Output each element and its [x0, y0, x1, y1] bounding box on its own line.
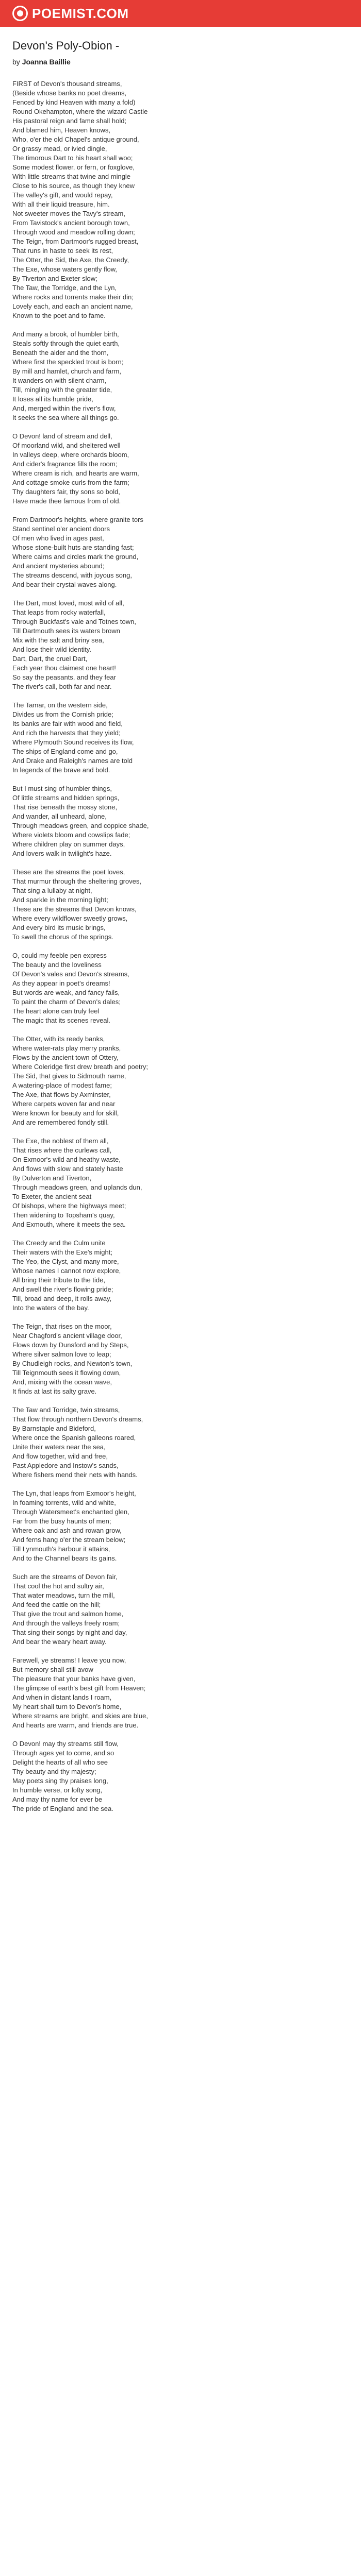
poem-line: Have made thee famous from of old.: [12, 497, 121, 505]
poem-line: Till Dartmouth sees its waters brown: [12, 627, 121, 635]
poem-line: The Axe, that flows by Axminster,: [12, 1091, 111, 1098]
poem-line: Farewell, ye streams! I leave you now,: [12, 1656, 126, 1664]
poem-line: My heart shall turn to Devon's home,: [12, 1703, 122, 1710]
poem-line: That water meadows, turn the mill,: [12, 1591, 115, 1599]
poem-line: Where children play on summer days,: [12, 840, 125, 848]
poem-line: Divides us from the Cornish pride;: [12, 710, 113, 718]
poem-line: Where streams are bright, and skies are blue,: [12, 1712, 149, 1720]
poem-line: It finds at last its salty grave.: [12, 1387, 97, 1395]
poem-content: [12, 38, 342, 1814]
poem-line: [12, 506, 342, 515]
poem-line: In legends of the brave and bold.: [12, 766, 110, 774]
poem-line: His pastoral reign and fame shall hold;: [12, 117, 127, 125]
poem-line: [12, 691, 342, 701]
poem-line: The timorous Dart to his heart shall woo;: [12, 154, 133, 162]
poem-line: And to the Channel bears its gains.: [12, 1554, 117, 1562]
poem-line: Of Devon's vales and Devon's streams,: [12, 970, 129, 978]
poem-line: And bear the weary heart away.: [12, 1638, 107, 1646]
poem-line: By mill and hamlet, church and farm,: [12, 367, 121, 375]
poem-line: [12, 1229, 342, 1239]
byline-prefix: by: [12, 58, 22, 66]
poem-line: Steals softly through the quiet earth,: [12, 340, 120, 347]
poem-line: [12, 1313, 342, 1322]
poem-line: Close to his source, as though they knew: [12, 182, 135, 190]
poem-line: Unite their waters near the sea,: [12, 1443, 106, 1451]
poem-byline: [12, 57, 342, 67]
poem-line: The beauty and the loveliness: [12, 961, 102, 969]
poem-line: To Exeter, the ancient seat: [12, 1193, 92, 1200]
poem-line: Where cairns and circles mark the ground,: [12, 553, 139, 561]
poem-line: May poets sing thy praises long,: [12, 1777, 108, 1785]
poem-line: And many a brook, of humbler birth,: [12, 330, 119, 338]
poem-line: [12, 1730, 342, 1739]
poem-line: Lovely each, and each an ancient name,: [12, 302, 133, 310]
poem-line: Beneath the alder and the thorn,: [12, 349, 109, 357]
poem-line: The river's call, both far and near.: [12, 683, 112, 690]
poem-line: Of bishops, where the highways meet;: [12, 1202, 126, 1210]
poem-line: And, mixing with the ocean wave,: [12, 1378, 112, 1386]
poem-line: Where carpets woven far and near: [12, 1100, 116, 1108]
poem-line: These are the streams that Devon knows,: [12, 905, 137, 913]
poem-line: That give the trout and salmon home,: [12, 1610, 124, 1618]
poem-line: And blamed him, Heaven knows,: [12, 126, 111, 134]
poem-line: It loses all its humble pride,: [12, 395, 93, 403]
poem-line: And when in distant lands I roam,: [12, 1693, 112, 1701]
poem-line: By Dulverton and Tiverton,: [12, 1174, 92, 1182]
poem-line: Till, broad and deep, it rolls away,: [12, 1295, 112, 1302]
poem-line: By Tiverton and Exeter slow;: [12, 275, 97, 282]
poem-line: The Teign, that rises on the moor,: [12, 1323, 112, 1330]
poem-line: And flows with slow and stately haste: [12, 1165, 123, 1173]
poem-line: The Lyn, that leaps from Exmoor's height,: [12, 1489, 136, 1497]
poem-line: The Exe, the noblest of them all,: [12, 1137, 109, 1145]
poem-line: Each year thou claimest one heart!: [12, 664, 116, 672]
poem-line: Who, o'er the old Chapel's antique ground,: [12, 135, 139, 143]
poem-line: But words are weak, and fancy fails,: [12, 989, 120, 996]
poem-line: [12, 1127, 342, 1137]
poem-line: The valley's gift, and would repay,: [12, 191, 113, 199]
poem-line: Through meadows green, and uplands dun,: [12, 1183, 142, 1191]
poem-line: [12, 1480, 342, 1489]
poem-line: Through meadows green, and coppice shade,: [12, 822, 149, 829]
poem-line: Where cream is rich, and hearts are warm,: [12, 469, 139, 477]
author-link[interactable]: Joanna Baillie: [22, 58, 71, 66]
poem-line: And through the valleys freely roam;: [12, 1619, 120, 1627]
poem-line: Delight the hearts of all who see: [12, 1758, 108, 1766]
poem-line: The ships of England come and go,: [12, 748, 118, 755]
poem-line: Or grassy mead, or ivied dingle,: [12, 145, 107, 152]
poem-line: Such are the streams of Devon fair,: [12, 1573, 118, 1581]
poem-line: Past Appledore and Instow's sands,: [12, 1462, 119, 1469]
site-header: [0, 0, 361, 27]
poem-line: But I must sing of humbler things,: [12, 785, 112, 792]
poem-line: The pleasure that your banks have given,: [12, 1675, 136, 1683]
poem-line: On Exmoor's wild and heathy waste,: [12, 1156, 121, 1163]
poem-line: Then widening to Topsham's quay,: [12, 1211, 115, 1219]
poem-line: Known to the poet and to fame.: [12, 312, 106, 319]
poem-line: Through wood and meadow rolling down;: [12, 228, 135, 236]
site-logo-text: POEMIST.COM: [32, 6, 129, 21]
poem-line: O Devon! land of stream and dell,: [12, 432, 112, 440]
poem-line: As they appear in poet's dreams!: [12, 979, 110, 987]
poem-line: Not sweeter moves the Tavy's stream,: [12, 210, 125, 217]
poem-line: So say the peasants, and they fear: [12, 673, 116, 681]
poem-line: Whose names I cannot now explore,: [12, 1267, 121, 1275]
poem-line: Where silver salmon love to leap;: [12, 1350, 111, 1358]
poem-line: Where violets bloom and cowslips fade;: [12, 831, 130, 839]
poem-line: The streams descend, with joyous song,: [12, 571, 132, 579]
poem-line: Where every wildflower sweetly grows,: [12, 914, 128, 922]
poem-line: The Taw, the Torridge, and the Lyn,: [12, 284, 117, 292]
poem-line: That rises where the curlews call,: [12, 1146, 112, 1154]
poem-line: Till Lynmouth's harbour it attains,: [12, 1545, 110, 1553]
poem-line: The heart alone can truly feel: [12, 1007, 100, 1015]
poem-line: [12, 320, 342, 330]
poem-line: A watering-place of modest fame;: [12, 1081, 112, 1089]
poem-line: Where Coleridge first drew breath and poetry;: [12, 1063, 149, 1071]
poem-line: Flows by the ancient town of Ottery,: [12, 1054, 119, 1061]
poem-line: Thy daughters fair, thy sons so bold,: [12, 488, 120, 496]
poem-line: That runs in haste to seek its rest,: [12, 247, 113, 255]
poem-line: And, merged within the river's flow,: [12, 404, 116, 412]
poem-line: [12, 775, 342, 784]
poem-line: Some modest flower, or fern, or foxglove,: [12, 163, 135, 171]
poem-line: And ancient mysteries abound;: [12, 562, 105, 570]
poem-line: (Beside whose banks no poet dreams,: [12, 89, 127, 97]
poem-line: O, could my feeble pen express: [12, 952, 107, 959]
poem-line: Its banks are fair with wood and field,: [12, 720, 123, 727]
poem-line: [12, 1396, 342, 1405]
poem-line: Dart, Dart, the cruel Dart,: [12, 655, 88, 663]
poem-line: In foaming torrents, wild and white,: [12, 1499, 116, 1506]
poem-line: And Exmouth, where it meets the sea.: [12, 1221, 126, 1228]
poem-line: Mix with the salt and briny sea,: [12, 636, 104, 644]
poem-line: The pride of England and the sea.: [12, 1805, 113, 1812]
poem-line: The glimpse of earth's best gift from Heaven;: [12, 1684, 146, 1692]
poem-line: And cider's fragrance fills the room;: [12, 460, 118, 468]
poem-title: Devon's Poly-Obion -: [12, 39, 120, 52]
poem-line: Of men who lived in ages past,: [12, 534, 104, 542]
poem-line: And bear their crystal waves along.: [12, 581, 117, 588]
poem-line: [12, 589, 342, 599]
poem-line: Where Plymouth Sound receives its flow,: [12, 738, 134, 746]
poem-line: That sing a lullaby at night,: [12, 887, 92, 894]
poem-line: With all their liquid treasure, him.: [12, 200, 110, 208]
poem-line: Of little streams and hidden springs,: [12, 794, 120, 802]
poem-line: Where water-rats play merry pranks,: [12, 1044, 121, 1052]
poem-line: In valleys deep, where orchards bloom,: [12, 451, 129, 459]
poem-line: The Otter, with its reedy banks,: [12, 1035, 105, 1043]
poem-line: Till Teignmouth sees it flowing down,: [12, 1369, 121, 1377]
poem-line: Of moorland wild, and sheltered well: [12, 442, 121, 449]
poem-line: And Drake and Raleigh's names are told: [12, 757, 133, 765]
poem-line: And rich the harvests that they yield;: [12, 729, 121, 737]
poem-line: Far from the busy haunts of men;: [12, 1517, 111, 1525]
poem-line: From Tavistock's ancient borough town,: [12, 219, 130, 227]
poem-line: [12, 1647, 342, 1656]
poem-line: That rise beneath the mossy stone,: [12, 803, 118, 811]
poem-line: And every bird its music brings,: [12, 924, 106, 931]
poem-line: Through ages yet to come, and so: [12, 1749, 114, 1757]
poem-line: That flow through northern Devon's dreams,: [12, 1415, 143, 1423]
poem-line: That cool the hot and sultry air,: [12, 1582, 104, 1590]
poem-line: To paint the charm of Devon's dales;: [12, 998, 121, 1006]
poem-line: Where first the speckled trout is born;: [12, 358, 124, 366]
poem-line: And cottage smoke curls from the farm;: [12, 479, 129, 486]
poem-line: Till, mingling with the greater tide,: [12, 386, 112, 394]
poem-line: And are remembered fondly still.: [12, 1118, 109, 1126]
poem-line: The Creedy and the Culm unite: [12, 1239, 106, 1247]
poem-line: Through Watersmeet's enchanted glen,: [12, 1508, 129, 1516]
site-logo-link[interactable]: [12, 5, 129, 22]
poem-line: The Sid, that gives to Sidmouth name,: [12, 1072, 126, 1080]
poem-line: It seeks the sea where all things go.: [12, 414, 119, 421]
poem-line: [12, 422, 342, 432]
poem-line: Fenced by kind Heaven with many a fold): [12, 98, 136, 106]
poem-line: All bring their tribute to the tide,: [12, 1276, 105, 1284]
poem-line: The Dart, most loved, most wild of all,: [12, 599, 124, 607]
poem-line: Through Buckfast's vale and Totnes town,: [12, 618, 136, 625]
poem-line: To swell the chorus of the springs.: [12, 933, 113, 941]
poem-line: By Chudleigh rocks, and Newton's town,: [12, 1360, 133, 1367]
poem-line: And lose their wild identity.: [12, 646, 91, 653]
poem-line: Round Okehampton, where the wizard Castle: [12, 108, 148, 115]
poem-line: By Barnstaple and Bideford,: [12, 1425, 96, 1432]
poem-line: It wanders on with silent charm,: [12, 377, 107, 384]
poem-line: And flow together, wild and free,: [12, 1452, 108, 1460]
poem-line: [12, 1563, 342, 1572]
poem-line: O Devon! may thy streams still flow,: [12, 1740, 119, 1748]
poem-line: Where rocks and torrents make their din;: [12, 293, 134, 301]
poem-line: That leaps from rocky waterfall,: [12, 608, 106, 616]
poem-line: The Exe, whose waters gently flow,: [12, 265, 118, 273]
poem-line: Into the waters of the bay.: [12, 1304, 89, 1312]
poem-line: And swell the river's flowing pride;: [12, 1285, 113, 1293]
poem-line: [12, 1025, 342, 1035]
poem-line: Where oak and ash and rowan grow,: [12, 1527, 122, 1534]
poemist-logo-icon: [12, 6, 28, 21]
poem-line: In humble verse, or lofty song,: [12, 1786, 103, 1794]
poem-line: Flows down by Dunsford and by Steps,: [12, 1341, 129, 1349]
poem-line: Near Chagford's ancient village door,: [12, 1332, 122, 1340]
poem-line: Where fishers mend their nets with hands.: [12, 1471, 138, 1479]
poem-line: Stand sentinel o'er ancient doors: [12, 525, 110, 533]
poem-line: And lovers walk in twilight's haze.: [12, 850, 112, 857]
poem-line: With little streams that twine and mingle: [12, 173, 131, 180]
poem-line: And sparkle in the morning light;: [12, 896, 108, 904]
poem-line: From Dartmoor's heights, where granite tors: [12, 516, 143, 523]
poem-line: FIRST of Devon's thousand streams,: [12, 80, 122, 88]
poem-line: Were known for beauty and for skill,: [12, 1109, 119, 1117]
poem-line: The Taw and Torridge, twin streams,: [12, 1406, 120, 1414]
poem-line: The Teign, from Dartmoor's rugged breast,: [12, 238, 139, 245]
poem-line: That murmur through the sheltering groves,: [12, 877, 142, 885]
poem-line: And feed the cattle on the hill;: [12, 1601, 101, 1608]
poem-line: The magic that its scenes reveal.: [12, 1016, 111, 1024]
poem-line: Their waters with the Exe's might;: [12, 1248, 112, 1256]
poem-line: [12, 942, 342, 951]
poem-line: And ferns hang o'er the stream below;: [12, 1536, 126, 1544]
poem-line: [12, 858, 342, 868]
poem-line: And may thy name for ever be: [12, 1795, 103, 1803]
poem-line: But memory shall still avow: [12, 1666, 93, 1673]
poem-line: The Tamar, on the western side,: [12, 701, 108, 709]
poem-line: The Yeo, the Clyst, and many more,: [12, 1258, 119, 1265]
poem-line: Whose stone-built huts are standing fast;: [12, 544, 134, 551]
poem-line: These are the streams the poet loves,: [12, 868, 125, 876]
poem-line: And wander, all unheard, alone,: [12, 812, 107, 820]
poem-body: [12, 79, 342, 1814]
poem-line: Where once the Spanish galleons roared,: [12, 1434, 136, 1442]
poem-line: That sing their songs by night and day,: [12, 1629, 127, 1636]
poem-line: Thy beauty and thy majesty;: [12, 1768, 96, 1775]
poem-line: The Otter, the Sid, the Axe, the Creedy,: [12, 256, 129, 264]
poem-line: And hearts are warm, and friends are true.: [12, 1721, 139, 1729]
